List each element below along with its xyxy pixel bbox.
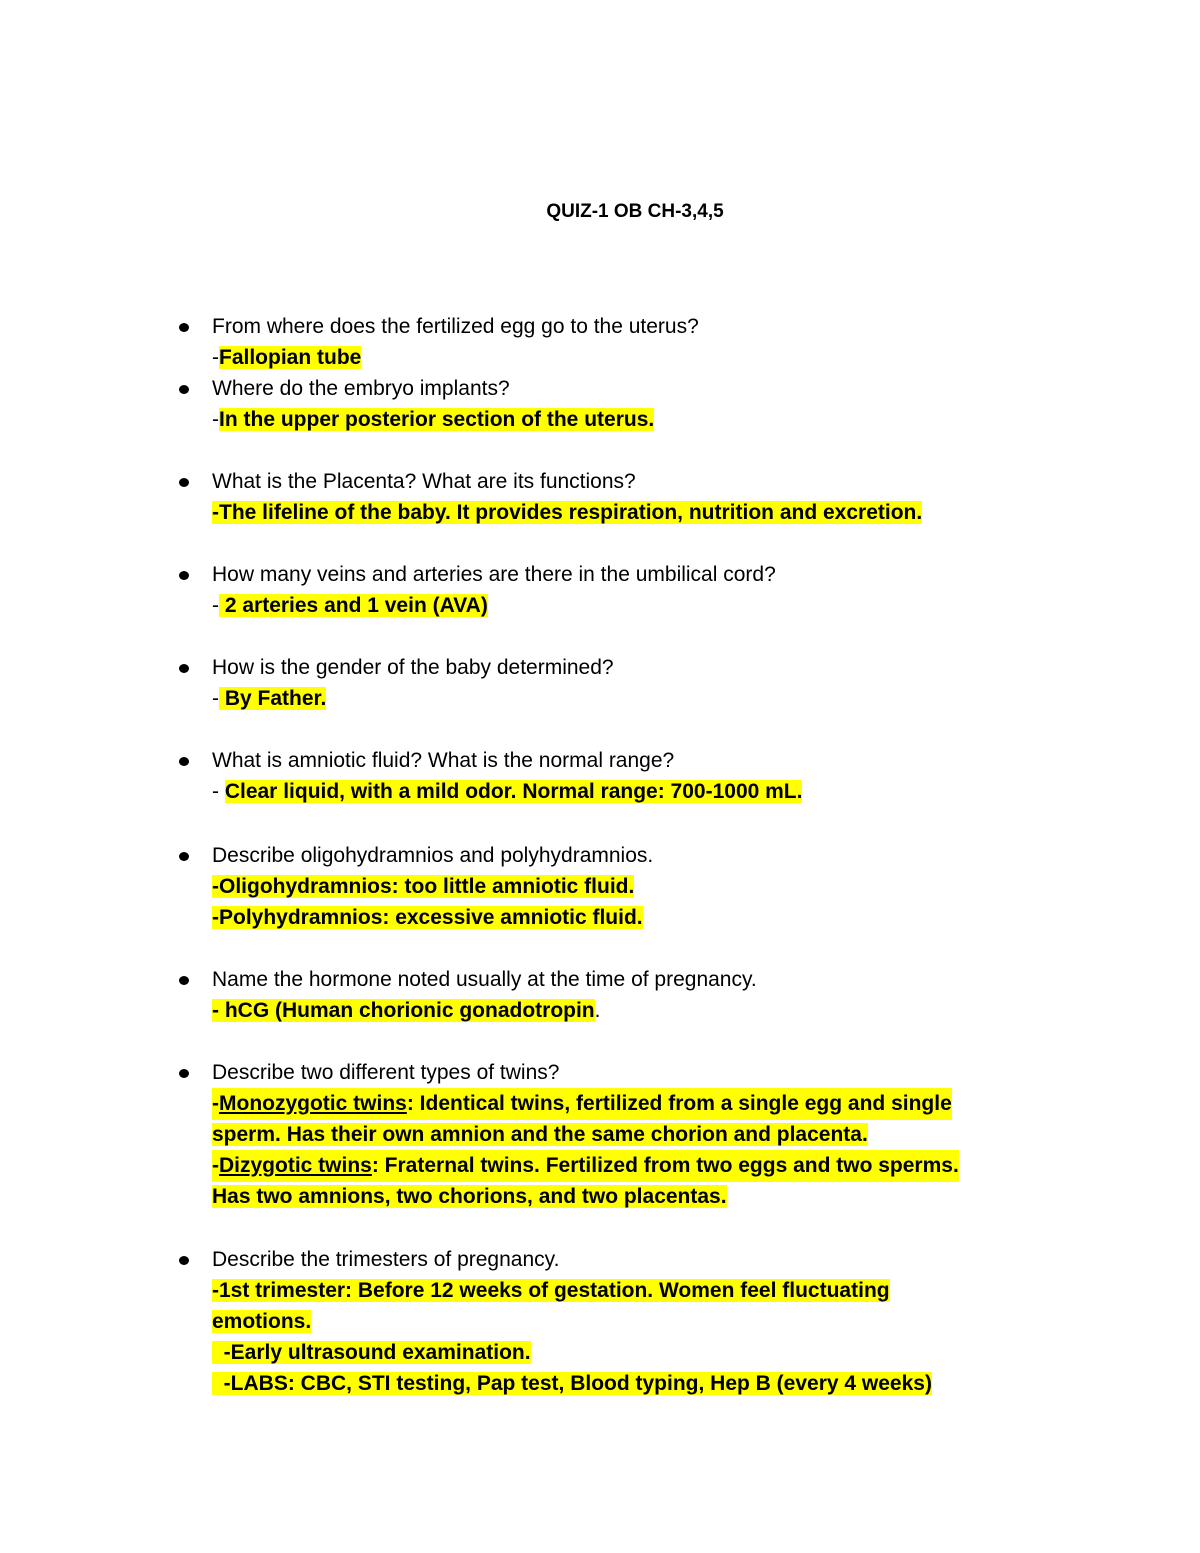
answer-term: Monozygotic twins [219, 1092, 407, 1115]
answer-line [212, 342, 361, 374]
question-text: What is amniotic fluid? What is the normal range? [212, 749, 675, 772]
answer-dash: - [212, 1092, 219, 1115]
answer-text: Has two amnions, two chorions, and two placentas. [212, 1185, 727, 1208]
bullet-icon [179, 571, 189, 580]
answer-text: -Polyhydramnios: excessive amniotic fluid. [212, 906, 643, 929]
question-text: How many veins and arteries are there in the umbilical cord? [212, 563, 776, 586]
answer-prefix: - [212, 780, 225, 803]
answer-line [212, 1337, 531, 1369]
answer-prefix: - [212, 687, 219, 710]
answer-suffix: . [594, 999, 601, 1022]
answer-line [212, 902, 643, 934]
bullet-icon [179, 664, 189, 673]
page-title: QUIZ-1 OB CH-3,4,5 [546, 201, 724, 222]
question-text: What is the Placenta? What are its functions? [212, 470, 636, 493]
answer-line [212, 871, 634, 903]
answer-line [212, 683, 326, 715]
question-text: Where do the embryo implants? [212, 377, 510, 400]
question-text: Describe two different types of twins? [212, 1061, 560, 1084]
answer-line [212, 497, 922, 529]
bullet-icon [179, 976, 189, 985]
bullet-icon [179, 478, 189, 487]
answer-text: By Father. [219, 687, 327, 710]
answer-prefix: - [212, 408, 219, 431]
question-text: Describe the trimesters of pregnancy. [212, 1248, 560, 1271]
question-text: Name the hormone noted usually at the time of pregnancy. [212, 968, 757, 991]
answer-line [212, 590, 488, 622]
answer-text: -Oligohydramnios: too little amniotic fluid. [212, 875, 635, 898]
answer-line [212, 776, 802, 808]
answer-text: 2 arteries and 1 vein (AVA) [219, 594, 488, 617]
bullet-icon [179, 385, 189, 394]
answer-line [212, 1181, 727, 1213]
answer-text: sperm. Has their own amnion and the same chorion and placenta. [212, 1123, 868, 1146]
bullet-icon [179, 1069, 189, 1078]
answer-line [212, 995, 600, 1027]
question-text: How is the gender of the baby determined? [212, 656, 614, 679]
answer-text: -The lifeline of the baby. It provides respiration, nutrition and excretion. [212, 501, 923, 524]
answer-prefix: - [212, 594, 219, 617]
bullet-icon [179, 323, 189, 332]
answer-text: -1st trimester: Before 12 weeks of gestation. Women feel fluctuating [212, 1279, 890, 1302]
answer-text: : Fraternal twins. Fertilized from two eggs and two sperms. [371, 1154, 959, 1177]
answer-text: - hCG (Human chorionic gonadotropin [212, 999, 595, 1022]
question-text: From where does the fertilized egg go to the uterus? [212, 315, 699, 338]
answer-text: Fallopian tube [219, 346, 362, 369]
answer-prefix: - [212, 346, 219, 369]
bullet-icon [179, 757, 189, 766]
answer-text: : Identical twins, fertilized from a single egg and single [406, 1092, 952, 1115]
answer-line [212, 1088, 952, 1120]
answer-line [212, 1119, 868, 1151]
answer-text: In the upper posterior section of the uterus. [219, 408, 655, 431]
answer-dash: - [212, 1154, 219, 1177]
answer-line [212, 1306, 311, 1338]
answer-line [212, 404, 654, 436]
answer-line [212, 1150, 959, 1182]
bullet-icon [179, 1256, 189, 1265]
answer-text: -Early ultrasound examination. [212, 1341, 531, 1364]
bullet-icon [179, 852, 189, 861]
answer-term: Dizygotic twins [219, 1154, 372, 1177]
answer-line [212, 1368, 932, 1400]
answer-text: emotions. [212, 1310, 312, 1333]
answer-text: Clear liquid, with a mild odor. Normal range: 700-1000 mL. [224, 780, 803, 803]
answer-text: -LABS: CBC, STI testing, Pap test, Blood typing, Hep B (every 4 weeks) [212, 1372, 932, 1395]
question-text: Describe oligohydramnios and polyhydramnios. [212, 844, 654, 867]
answer-line [212, 1275, 890, 1307]
